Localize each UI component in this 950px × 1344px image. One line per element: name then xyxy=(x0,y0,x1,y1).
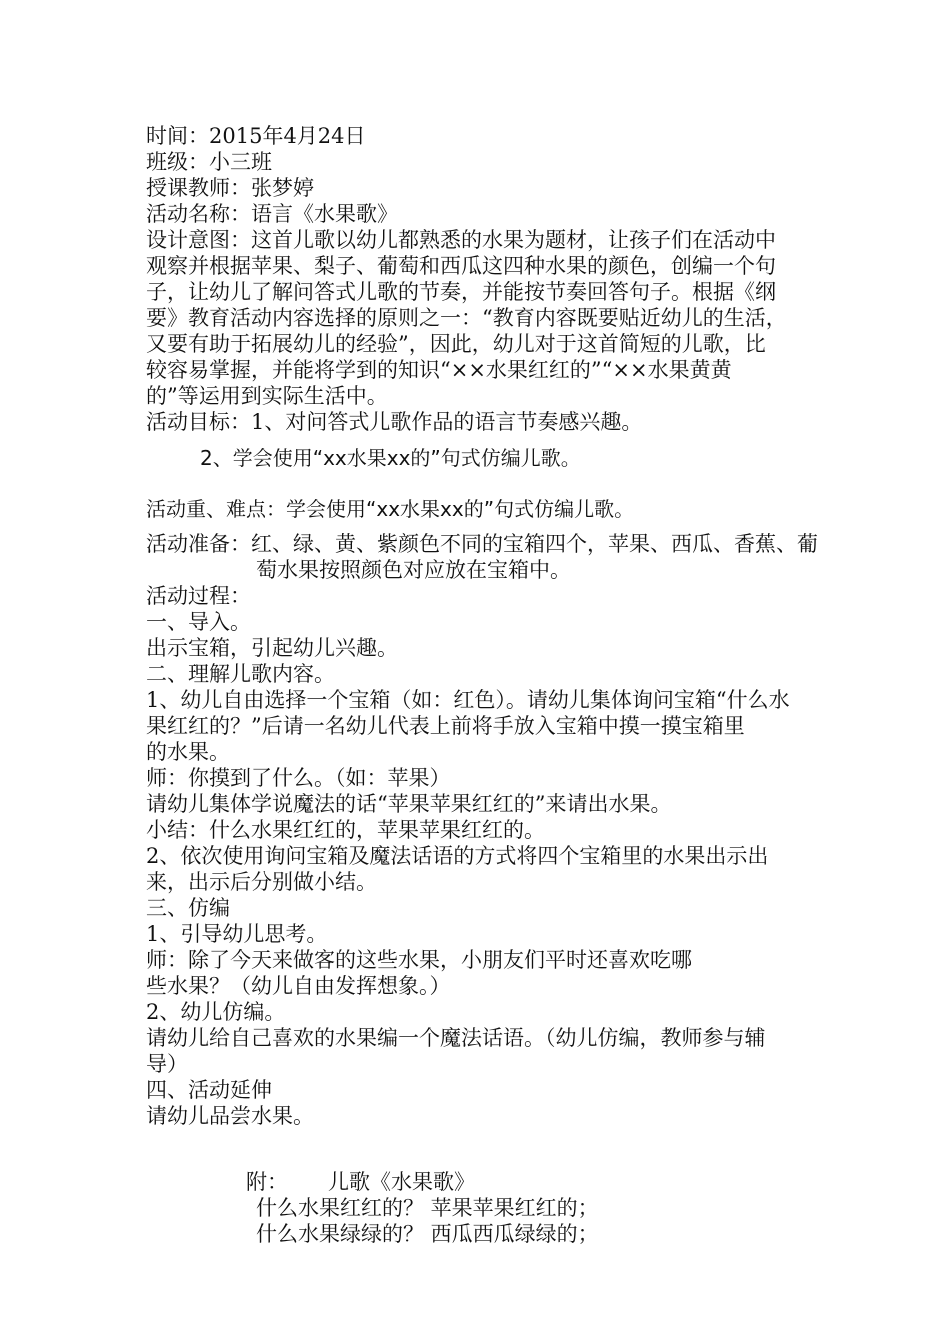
process-line: 果红红的？”后请一名幼儿代表上前将手放入宝箱中摸一摸宝箱里 xyxy=(146,714,745,738)
process-line: 2、幼儿仿编。 xyxy=(146,1000,286,1024)
process-line: 些水果？（幼儿自由发挥想象。） xyxy=(146,974,451,998)
design-intent-line: 设计意图：这首儿歌以幼儿都熟悉的水果为题材，让孩子们在活动中 xyxy=(146,228,776,252)
process-line: 小结：什么水果红红的，苹果苹果红红的。 xyxy=(146,818,545,842)
process-line: 1、引导幼儿思考。 xyxy=(146,922,328,946)
process-line: 请幼儿集体学说魔法的话“苹果苹果红红的”来请出水果。 xyxy=(146,792,672,816)
process-line: 1、幼儿自由选择一个宝箱（如：红色）。请幼儿集体询问宝箱“什么水 xyxy=(146,688,790,712)
process-line: 一、导入。 xyxy=(146,610,251,634)
process-line: 师：你摸到了什么。（如：苹果） xyxy=(146,766,451,790)
activity-goal-2: 2、学会使用“xx水果xx的”句式仿编儿歌。 xyxy=(200,446,581,470)
activity-goal-1: 活动目标：1、对问答式儿歌作品的语言节奏感兴趣。 xyxy=(146,410,643,434)
activity-name: 活动名称：语言《水果歌》 xyxy=(146,202,398,226)
design-intent-line: 的”等运用到实际生活中。 xyxy=(146,384,388,408)
process-line: 活动过程： xyxy=(146,584,251,608)
lesson-class: 班级：小三班 xyxy=(146,150,272,174)
process-line: 四、活动延伸 xyxy=(146,1078,272,1102)
process-line: 请幼儿品尝水果。 xyxy=(146,1104,314,1128)
process-line: 三、仿编 xyxy=(146,896,230,920)
preparation-line-1: 活动准备：红、绿、黄、紫颜色不同的宝箱四个，苹果、西瓜、香蕉、葡 xyxy=(146,532,818,556)
design-intent-line: 子，让幼儿了解问答式儿歌的节奏，并能按节奏回答句子。根据《纲 xyxy=(146,280,776,304)
design-intent-line: 要》教育活动内容选择的原则之一：“教育内容既要贴近幼儿的生活， xyxy=(146,306,787,330)
design-intent-line: 又要有助于拓展幼儿的经验”，因此，幼儿对于这首简短的儿歌，比 xyxy=(146,332,766,356)
poem-line: 什么水果绿绿的？ 西瓜西瓜绿绿的； xyxy=(256,1222,599,1246)
process-line: 2、依次使用询问宝箱及魔法话语的方式将四个宝箱里的水果出示出 xyxy=(146,844,769,868)
process-line: 来，出示后分别做小结。 xyxy=(146,870,377,894)
appendix-title: 附： 儿歌《水果歌》 xyxy=(246,1170,476,1194)
design-intent-line: 较容易掌握，并能将学到的知识“××水果红红的”“××水果黄黄 xyxy=(146,358,732,382)
process-line: 二、理解儿歌内容。 xyxy=(146,662,335,686)
process-line: 导） xyxy=(146,1052,188,1076)
design-intent-line: 观察并根据苹果、梨子、葡萄和西瓜这四种水果的颜色，创编一个句 xyxy=(146,254,776,278)
process-line: 的水果。 xyxy=(146,740,230,764)
process-line: 请幼儿给自己喜欢的水果编一个魔法话语。（幼儿仿编，教师参与辅 xyxy=(146,1026,766,1050)
lesson-time: 时间：2015年4月24日 xyxy=(146,124,366,148)
poem-line: 什么水果红红的？ 苹果苹果红红的； xyxy=(256,1196,599,1220)
preparation-line-2: 萄水果按照颜色对应放在宝箱中。 xyxy=(256,558,571,582)
lesson-teacher: 授课教师：张梦婷 xyxy=(146,176,314,200)
process-line: 师：除了今天来做客的这些水果，小朋友们平时还喜欢吃哪 xyxy=(146,948,692,972)
key-points: 活动重、难点：学会使用“xx水果xx的”句式仿编儿歌。 xyxy=(146,497,635,521)
process-line: 出示宝箱，引起幼儿兴趣。 xyxy=(146,636,398,660)
